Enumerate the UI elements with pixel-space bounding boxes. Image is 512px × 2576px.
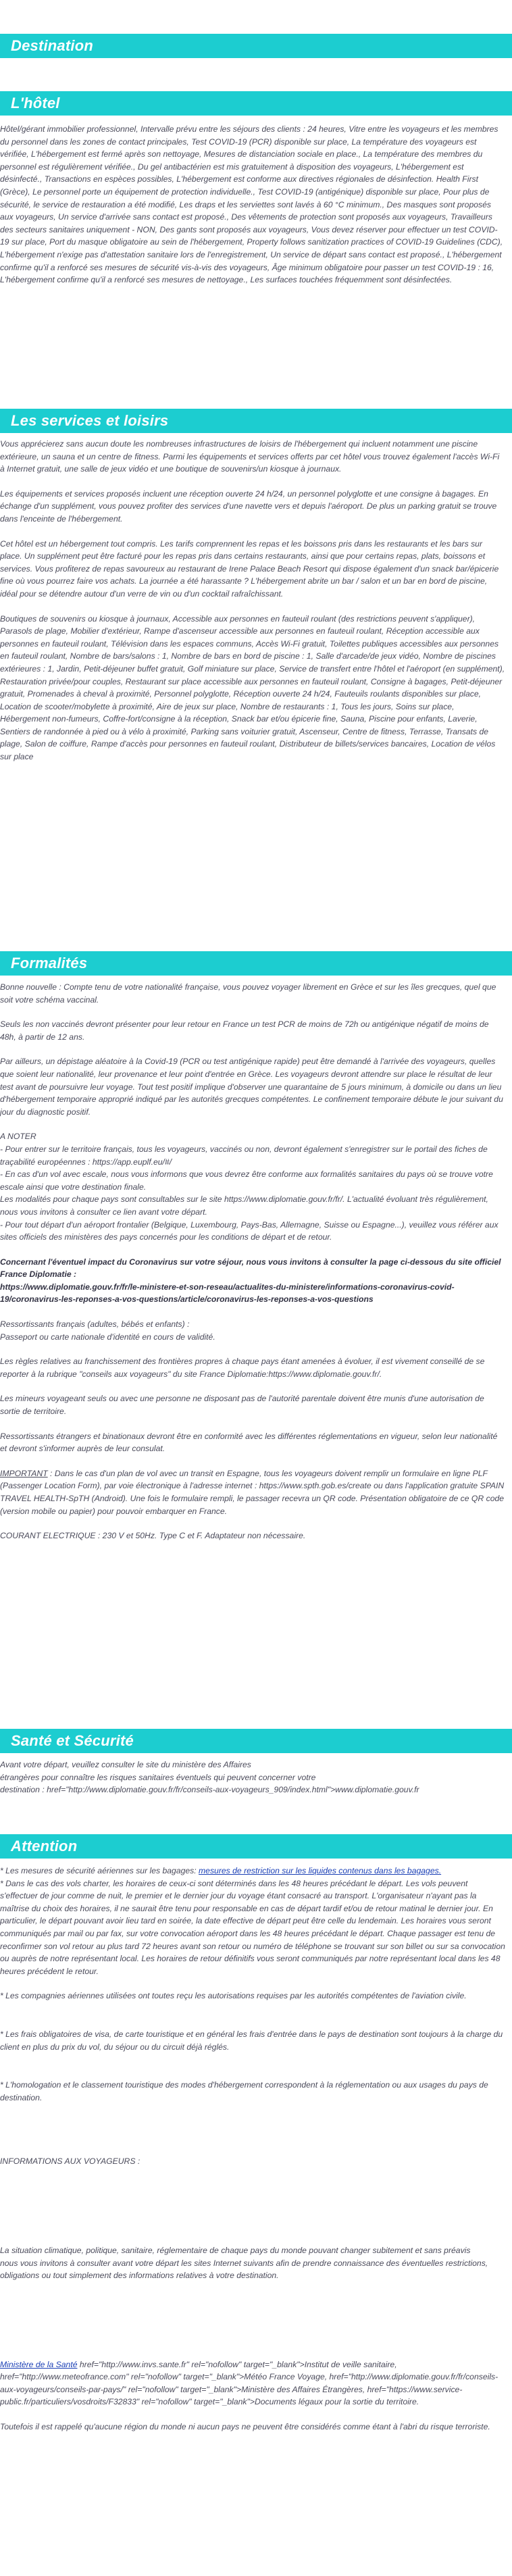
section-title: L'hôtel — [11, 95, 60, 111]
services-paragraph: Les équipements et services proposés incluent une réception ouverte 24 h/24, un personnel polyglotte et une consigne à bagages. En échange d'un supplément, vous pouvez profiter des services d'une navette vers et depuis l'aéroport. De plus un parking gratuit se trouve dans l'enceinte de l'hébergement. — [0, 488, 497, 524]
services-paragraph: Vous apprécierez sans aucun doute les nombreuses infrastructures de loisirs de l'hébergement qui incluent notamment une piscine extérieure, un sauna et un centre de fitness. Parmi les équipements et services offerts par cet hôtel vous trouvez également l'accès Wi-Fi à Internet gratuit, une salle de jeux vidéo et une boutique de souvenirs/un kiosque à journaux. — [0, 439, 500, 474]
attention-visa-fees: * Les frais obligatoires de visa, de carte touristique et en général les frais d'entrée dans le pays de destination sont toujours à la charge du client en plus du prix du vol, du séjour ou du circuit déjà réglés. — [0, 2029, 503, 2052]
coronavirus-notice-text: Concernant l'éventuel impact du Coronavirus sur votre séjour, nous vous invitons à consulter la page ci-dessous du site officiel France Diplomatie : — [0, 1257, 501, 1280]
formalites-paragraph: Ressortissants étrangers et binationaux devront être en conformité avec les différentes réglementations en vigueur, selon leur nationalité et devront s'informer auprès de leur consulat. — [0, 1431, 498, 1454]
section-header-services — [0, 409, 512, 433]
a-noter-item: Les modalités pour chaque pays sont consultables sur le site https://www.diplomatie.gouv.fr/fr/. L'actualité évoluant très régulièrement, nous vous invitons à consulter ce lien avant votre départ. — [0, 1194, 488, 1217]
section-title: Destination — [11, 37, 93, 54]
attention-baggage-text: * Les mesures de sécurité aériennes sur les bagages: — [0, 1866, 199, 1875]
courant-electrique: COURANT ELECTRIQUE : 230 V et 50Hz. Type C et F. Adaptateur non nécessaire. — [0, 1531, 306, 1541]
section-header-attention — [0, 1834, 512, 1859]
attention-section — [0, 1865, 505, 2433]
hotel-section — [0, 123, 505, 286]
coronavirus-notice — [0, 1256, 505, 1306]
formalites-paragraph: Bonne nouvelle : Compte tenu de votre nationalité française, vous pouvez voyager librement en Grèce et sur les îles grecques, quel que soit votre schéma vaccinal. — [0, 982, 496, 1005]
formalites-paragraph: Les mineurs voyageant seuls ou avec une personne ne disposant pas de l'autorité parentale doivent être munis d'une autorisation de sortie de territoire. — [0, 1394, 484, 1417]
useful-links-text: href="http://www.invs.sante.fr" rel="nofollow" target="_blank">Institut de veille sanitaire, href="http://www.meteofrance.com" rel="nofollow" target="_blank">Météo France Voyage, href="http://www.diplomatie.gouv.fr/fr/conseils-aux-voyageurs/conseils-par-pays/" rel="nofollow" target="_blank">Ministère des Affaires Étrangères, href="https://www.service-public.fr/particuliers/vosdroits/F32833" rel="nofollow" target="_blank">Documents légaux pour la sortie du territoire. — [0, 2359, 498, 2407]
ressortissants-title: Ressortissants français (adultes, bébés et enfants) : — [0, 1319, 190, 1330]
securite-line: Avant votre départ, veuillez consulter le site du ministère des Affaires — [0, 1760, 251, 1769]
formalites-section — [0, 981, 505, 1542]
a-noter-title: A NOTER — [0, 1132, 36, 1142]
useful-links — [0, 2358, 505, 2408]
section-header-hotel — [0, 91, 512, 116]
ressortissants-text: Passeport ou carte nationale d'identité en cours de validité. — [0, 1332, 215, 1342]
section-title: Les services et loisirs — [11, 412, 169, 429]
services-section — [0, 438, 505, 763]
important-notice — [0, 1467, 505, 1517]
attention-classification: * L'homologation et le classement touristique des modes d'hébergement correspondent à la réglementation ou aux usages du pays de destination. — [0, 2080, 488, 2102]
attention-airlines: * Les compagnies aériennes utilisées ont toutes reçu les autorisations requises par les autorités compétentes de l'aviation civile. — [0, 1991, 467, 2001]
section-title: Formalités — [11, 955, 88, 971]
ministere-sante-link[interactable]: Ministère de la Santé — [0, 2359, 78, 2369]
important-label: IMPORTANT — [0, 1468, 48, 1478]
attention-baggage — [0, 1865, 505, 1877]
a-noter-item: - Pour tout départ d'un aéroport frontalier (Belgique, Luxembourg, Pays-Bas, Allemagne, Suisse ou Espagne...), veuillez vous référer aux sites officiels des ministères des pays concernés pour les conditions de départ et de retour. — [0, 1219, 498, 1242]
a-noter-item: - En cas d'un vol avec escale, nous vous informons que vous devrez être conforme aux formalités sanitaires du pays où se trouve votre escale ainsi que votre destination finale. — [0, 1169, 493, 1192]
section-header-formalites — [0, 951, 512, 976]
services-paragraph: Cet hôtel est un hébergement tout compris. Les tarifs comprennent les repas et les boissons pris dans les restaurants et les bars sur place. Un supplément peut être facturé pour les repas pris dans certains restaurants, ainsi que pour certains repas, plats, boissons et services. Vous profiterez de repas savoureux au restaurant de Irene Palace Beach Resort qui dispose également d'un snack bar/épicerie fine où vous pourrez faire vos achats. La journée a été harassante ? L'hébergement abrite un bar / salon et un bar en bord de piscine, idéal pour se détendre autour d'un verre de vin ou d'un cocktail rafraîchissant. — [0, 538, 499, 599]
securite-text — [0, 1759, 505, 1796]
a-noter-block — [0, 1130, 505, 1243]
ressortissants-block — [0, 1318, 505, 1343]
section-header-securite — [0, 1729, 512, 1753]
hotel-description: Hôtel/gérant immobilier professionnel, Intervalle prévu entre les séjours des clients : 24 heures, Vitre entre les voyageurs et les membres du personnel dans les zones de contact principales, Test COVID-19 (PCR) disponible sur place, La température des voyageurs est vérifiée, L'hébergement est fermé après son nettoyage, Mesures de distanciation sociale en place., La température des membres du personnel est régulièrement vérifiée., Du gel antibactérien est mis gratuitement à disposition des voyageurs, L'hébergement est désinfecté., Transactions en espèces possibles, L'hébergement est conforme aux directives régionales de désinfection. Health First (Grèce), Le personnel porte un équipement de protection individuelle., Test COVID-19 (antigénique) disponible sur place, Pour plus de sécurité, le service de restauration a été modifié, Les draps et les serviettes sont lavés à 60 °C minimum., Des masques sont proposés aux voyageurs, Un service d'arrivée sans contact est proposé., Des vêtements de protection sont proposés aux voyageurs, Travailleurs des secteurs sanitaires uniquement - NON, Des gants sont proposés aux voyageurs, Vous devez réserver pour effectuer un test COVID-19 sur place, Port du masque obligatoire au sein de l'hébergement, Property follows sanitization practices of COVID-19 Guidelines (CDC), L'hébergement n'exige pas d'attestation sanitaire lors de l'enregistrement, Un service de départ sans contact est proposé., L'hébergement confirme qu'il a renforcé ses mesures de sécurité vis-à-vis des voyageurs, Âge minimum obligatoire pour passer un test COVID-19 : 16, L'hébergement confirme qu'il a renforcé ses mesures de nettoyage., Les surfaces touchées fréquemment sont désinfectées. — [0, 124, 503, 285]
formalites-paragraph: Seuls les non vaccinés devront présenter pour leur retour en France un test PCR de moins de 72h ou antigénique négatif de moins de 48h, à partir de 12 ans. — [0, 1019, 489, 1042]
section-header-destination — [0, 34, 512, 58]
formalites-paragraph: Les règles relatives au franchissement des frontières propres à chaque pays étant amenées à évoluer, il est vivement conseillé de se reporter à la rubrique "conseils aux voyageurs" du site France Diplomatie:https://www.diplomatie.gouv.fr/. — [0, 1357, 485, 1379]
securite-line: destination : href="http://www.diplomatie.gouv.fr/fr/conseils-aux-voyageurs_909/index.html">www.diplomatie.gouv.fr — [0, 1785, 419, 1795]
coronavirus-notice-url: https://www.diplomatie.gouv.fr/fr/le-ministere-et-son-reseau/actualites-du-ministere/informations-coronavirus-covid-19/coronavirus-les-reponses-a-vos-questions/article/coronavirus-les-reponses-a-vos-questions — [0, 1282, 455, 1305]
section-title: Attention — [11, 1838, 78, 1854]
formalites-paragraph: Par ailleurs, un dépistage aléatoire à la Covid-19 (PCR ou test antigénique rapide) peut être demandé à l'arrivée des voyageurs, quelles que soient leur nationalité, leur provenance et leur point d'entrée en Grèce. Les voyageurs devront attendre sur place le résultat de leur test avant de poursuivre leur voyage. Tout test positif implique d'observer une quarantaine de 5 jours minimum, à domicile ou dans un lieu d'hébergement temporaire approprié indiqué par les autorités grecques compétentes. Le confinement temporaire débute le jour suivant du jour du diagnostic positif. — [0, 1057, 503, 1117]
terrorism-notice: Toutefois il est rappelé qu'aucune région du monde ni aucun pays ne peuvent être considérés comme étant à l'abri du risque terroriste. — [0, 2422, 490, 2432]
situation-line: nous vous invitons à consulter avant votre départ les sites Internet suivants afin de prendre connaissance des éventuelles restrictions, obligations ou tout simplement des informations relatives à votre destination. — [0, 2258, 488, 2281]
section-title: Santé et Sécurité — [11, 1732, 134, 1749]
services-amenities-list: Boutiques de souvenirs ou kiosque à journaux, Accessible aux personnes en fauteuil roulant (des restrictions peuvent s'appliquer), Parasols de plage, Mobilier d'extérieur, Rampe d'ascenseur accessible aux personnes en fauteuil roulant, Réception accessible aux personnes en fauteuil roulant, Télévision dans les espaces communs, Accès Wi-Fi gratuit, Toilettes publiques accessibles aux personnes en fauteuil roulant, Nombre de bars/salons : 1, Nombre de bars en bord de piscine : 1, Salle d'arcade/de jeux vidéo, Nombre de piscines extérieures : 1, Jardin, Petit-déjeuner buffet gratuit, Golf miniature sur place, Service de transfert entre l'hôtel et l'aéroport (en supplément), Restauration privée/pour couples, Restaurant sur place accessible aux personnes en fauteuil roulant, Consigne à bagages, Petit-déjeuner gratuit, Promenades à cheval à proximité, Personnel polyglotte, Réception ouverte 24 h/24, Fauteuils roulants disponibles sur place, Location de scooter/mobylette à proximité, Aire de jeux sur place, Nombre de restaurants : 1, Tous les jours, Soins sur place, Hébergement non-fumeurs, Coffre-fort/consigne à la réception, Snack bar et/ou épicerie fine, Sauna, Piscine pour enfants, Laverie, Sentiers de randonnée à pied ou à vélo à proximité, Parking sans voiturier gratuit, Ascenseur, Centre de fitness, Terrasse, Transats de plage, Salon de coiffure, Rampe d'accès pour personnes en fauteuil roulant, Distributeur de billets/services bancaires, Location de vélos sur place — [0, 613, 505, 762]
attention-charter-flights: * Dans le cas des vols charter, les horaires de ceux-ci sont déterminés dans les 48 heures précédant le départ. Les vols peuvent s'effectuer de jour comme de nuit, le premier et le dernier jour du voyage étant consacré au transport. L'organisateur n'ayant pas la maîtrise du choix des horaires, il ne saurait être tenu pour responsable en cas de départ tardif et/ou de retour matinal le dernier jour. En particulier, le départ pouvant avoir lieu tard en soirée, la date effective de départ peut être celle du lendemain. Les horaires vous seront communiqués par mail ou par fax, sur votre convocation aéroport dans les 48 heures précédant le départ. Chaque passager est tenu de reconfirmer son vol retour au plus tard 72 heures avant son retour ou numéro de téléphone se trouvant sur son billet ou sur sa convocation ou auprès de notre représentant local. Les horaires de retour définitifs vous seront communiqués par notre représentant local dans les 48 heures précédent le retour. — [0, 1878, 505, 1976]
securite-line: étrangères pour connaître les risques sanitaires éventuels qui peuvent concerner votre — [0, 1772, 316, 1782]
infos-voyageurs-title: INFORMATIONS AUX VOYAGEURS : — [0, 2156, 140, 2167]
securite-section — [0, 1759, 505, 1796]
situation-line: La situation climatique, politique, sanitaire, réglementaire de chaque pays du monde pouvant changer subitement et sans préavis — [0, 2245, 471, 2255]
important-text: : Dans le cas d'un plan de vol avec un transit en Espagne, tous les voyageurs doivent remplir un formulaire en ligne PLF (Passenger Location Form), par voie électronique à l'adresse internet : https://www.spth.gob.es/create ou dans l'application gratuite SPAIN TRAVEL HEALTH-SpTH (Android). Une fois le formulaire rempli, le passager recevra un QR code. Présentation obligatoire de ce QR code (version mobile ou papier) pour pouvoir embarquer en France. — [0, 1468, 505, 1516]
liquids-restriction-link[interactable]: mesures de restriction sur les liquides contenus dans les bagages. — [199, 1866, 442, 1875]
situation-notice — [0, 2244, 505, 2282]
a-noter-item: - Pour entrer sur le territoire français, tous les voyageurs, vaccinés ou non, devront également s'enregistrer sur le portail des fiches de traçabilité européennes : https://app.euplf.eu/#/ — [0, 1144, 488, 1167]
